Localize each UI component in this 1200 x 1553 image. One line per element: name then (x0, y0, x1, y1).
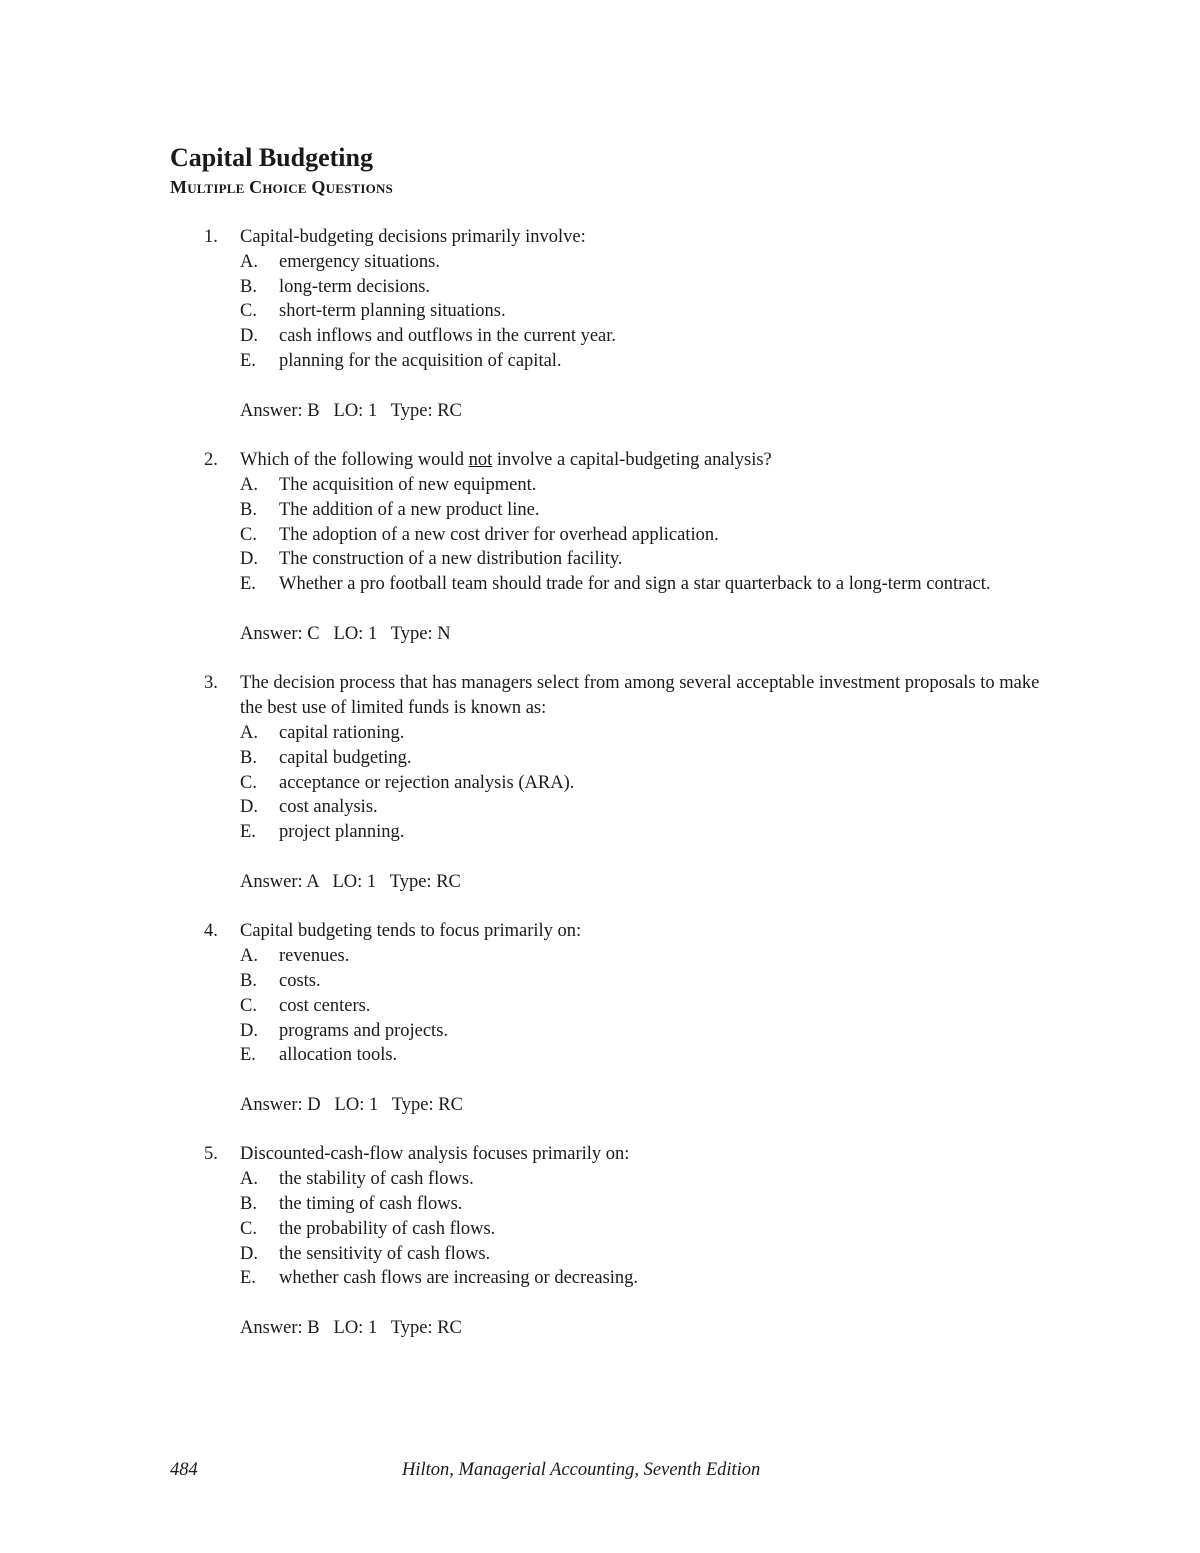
option-letter: D. (240, 1020, 258, 1041)
option-text: project planning. (279, 822, 405, 843)
stem-text: involve a capital-budgeting analysis? (492, 450, 772, 471)
option-letter: E. (240, 1045, 256, 1066)
option-c (240, 994, 1040, 1019)
option-letter: B. (240, 276, 257, 297)
option-e (240, 820, 1040, 845)
answer-key: Answer: C LO: 1 Type: N (240, 623, 451, 644)
footer-book-title: Hilton, Managerial Accounting, Seventh Edition (402, 1460, 761, 1480)
option-b (240, 746, 1040, 771)
option-text: programs and projects. (279, 1020, 449, 1041)
question-3 (0, 671, 1200, 894)
option-letter: D. (240, 326, 258, 347)
option-a (240, 473, 1040, 498)
option-d (240, 1242, 1040, 1267)
question-number: 5. (204, 1144, 218, 1165)
question-2 (0, 448, 1200, 646)
answer-key: Answer: A LO: 1 Type: RC (240, 871, 461, 892)
option-letter: A. (240, 946, 258, 967)
option-a (240, 250, 1040, 275)
option-e (240, 1043, 1040, 1068)
question-stem: Capital budgeting tends to focus primarily on: (240, 921, 582, 942)
option-letter: E. (240, 350, 256, 371)
option-b (240, 275, 1040, 300)
question-4 (0, 919, 1200, 1117)
question-stem: The decision process that has managers select from among several acceptable investment proposals to make the best use of limited funds is known as: (240, 673, 1040, 719)
option-letter: C. (240, 1218, 257, 1239)
option-text: cost analysis. (279, 797, 378, 818)
option-text: the stability of cash flows. (279, 1169, 474, 1190)
option-letter: A. (240, 251, 258, 272)
option-d (240, 1019, 1040, 1044)
option-text: allocation tools. (279, 1045, 398, 1066)
option-text: the timing of cash flows. (279, 1194, 463, 1215)
option-text: emergency situations. (279, 251, 440, 272)
question-number: 3. (204, 673, 218, 694)
option-letter: C. (240, 524, 257, 545)
answer-key: Answer: D LO: 1 Type: RC (240, 1094, 463, 1115)
option-a (240, 1167, 1040, 1192)
option-letter: D. (240, 549, 258, 570)
option-d (240, 547, 1040, 572)
question-stem: Discounted-cash-flow analysis focuses primarily on: (240, 1144, 630, 1165)
page-title: Capital Budgeting (170, 143, 373, 172)
option-e (240, 1266, 1040, 1291)
question-1 (0, 225, 1200, 423)
option-text: cash inflows and outflows in the current year. (279, 326, 617, 347)
question-stem: Capital-budgeting decisions primarily involve: (240, 227, 586, 247)
option-letter: B. (240, 747, 257, 768)
option-letter: C. (240, 301, 257, 322)
stem-text: Which of the following would (240, 450, 469, 471)
stem-emphasis: not (468, 450, 493, 471)
footer-page-number: 484 (170, 1460, 198, 1480)
option-text: cost centers. (279, 995, 371, 1016)
option-text: The acquisition of new equipment. (279, 474, 537, 495)
option-text: short-term planning situations. (279, 301, 506, 322)
option-c (240, 1217, 1040, 1242)
option-text: planning for the acquisition of capital. (279, 350, 562, 371)
section-subtitle: Multiple Choice Questions (170, 177, 393, 197)
option-text: the probability of cash flows. (279, 1218, 496, 1239)
option-b (240, 498, 1040, 523)
option-letter: C. (240, 995, 257, 1016)
option-b (240, 969, 1040, 994)
option-d (240, 795, 1040, 820)
option-letter: E. (240, 574, 256, 595)
option-text: the sensitivity of cash flows. (279, 1243, 491, 1264)
option-a (240, 944, 1040, 969)
option-d (240, 324, 1040, 349)
option-letter: B. (240, 499, 257, 520)
option-text: long-term decisions. (279, 276, 431, 297)
question-number: 1. (204, 227, 218, 247)
option-letter: D. (240, 1243, 258, 1264)
option-text: The construction of a new distribution facility. (279, 549, 623, 570)
answer-key: Answer: B LO: 1 Type: RC (240, 400, 462, 421)
option-text: whether cash flows are increasing or decreasing. (279, 1268, 639, 1289)
option-letter: E. (240, 822, 256, 843)
option-text: acceptance or rejection analysis (ARA). (279, 772, 575, 793)
option-letter: A. (240, 722, 258, 743)
option-c (240, 771, 1040, 796)
option-text: Whether a pro football team should trade for and sign a star quarterback to a long-term contract. (279, 574, 991, 595)
option-letter: A. (240, 474, 258, 495)
question-number: 2. (204, 450, 218, 471)
question-list (0, 225, 1200, 1366)
question-5 (0, 1142, 1200, 1340)
option-e (240, 349, 1040, 374)
option-letter: B. (240, 970, 257, 991)
option-text: capital budgeting. (279, 747, 412, 768)
option-c (240, 523, 1040, 548)
question-number: 4. (204, 921, 218, 942)
option-letter: A. (240, 1169, 258, 1190)
option-text: capital rationing. (279, 722, 405, 743)
option-c (240, 299, 1040, 324)
option-letter: D. (240, 797, 258, 818)
option-a (240, 721, 1040, 746)
option-letter: C. (240, 772, 257, 793)
option-text: The addition of a new product line. (279, 499, 540, 520)
option-e (240, 572, 1040, 597)
question-stem (240, 448, 1040, 473)
option-b (240, 1192, 1040, 1217)
option-letter: E. (240, 1268, 256, 1289)
option-text: The adoption of a new cost driver for overhead application. (279, 524, 719, 545)
option-letter: B. (240, 1194, 257, 1215)
option-text: revenues. (279, 946, 350, 967)
option-text: costs. (279, 970, 321, 991)
answer-key: Answer: B LO: 1 Type: RC (240, 1318, 462, 1339)
